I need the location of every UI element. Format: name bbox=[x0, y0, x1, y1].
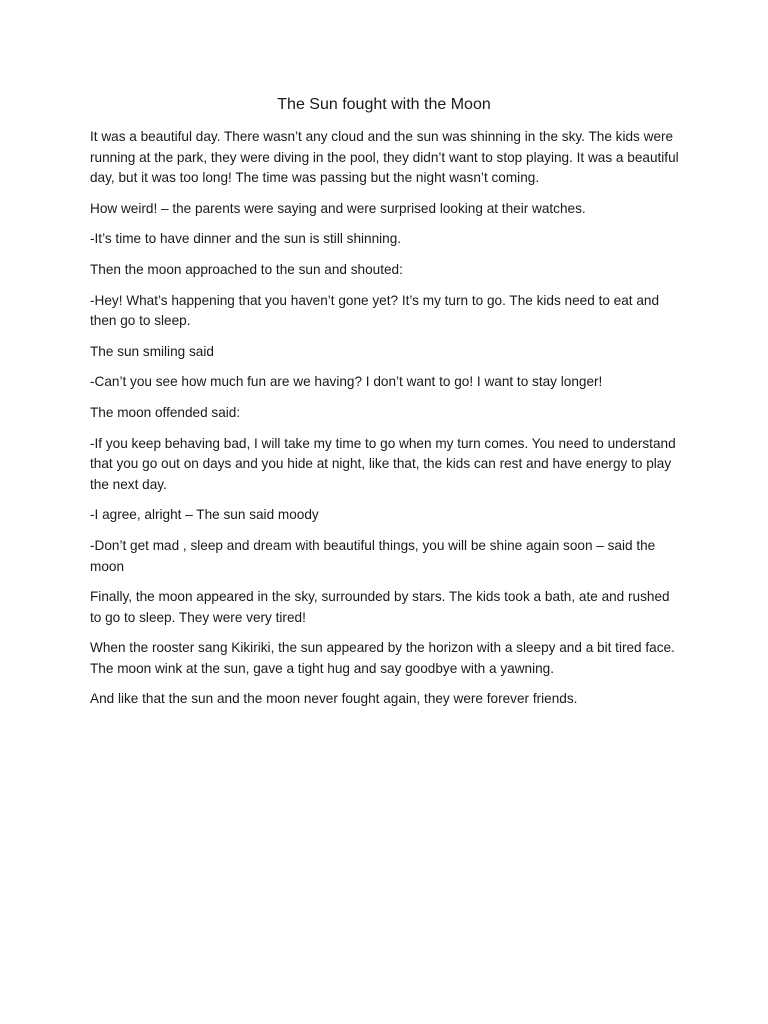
document-body bbox=[90, 127, 680, 720]
paragraph: -It’s time to have dinner and the sun is still shinning. bbox=[90, 231, 402, 247]
paragraph: And like that the sun and the moon never fought again, they were forever friends. bbox=[90, 691, 578, 707]
paragraph: The sun smiling said bbox=[90, 343, 214, 359]
paragraph: How weird! – the parents were saying and were surprised looking at their watches. bbox=[90, 200, 586, 216]
paragraph: The moon offended said: bbox=[90, 404, 241, 420]
paragraph: -I agree, alright – The sun said moody bbox=[90, 507, 319, 523]
paragraph: -If you keep behaving bad, I will take my time to go when my turn comes. You need to understand that you go out on days and you hide at night, like that, the kids can rest and have energy to play the next day. bbox=[90, 435, 676, 492]
paragraph: It was a beautiful day. There wasn’t any cloud and the sun was shinning in the sky. The kids were running at the park, they were diving in the pool, they didn’t want to stop playing. It was a beautiful day, but it was too long! The time was passing but the night wasn’t coming. bbox=[90, 129, 679, 186]
document-title: The Sun fought with the Moon bbox=[277, 96, 491, 113]
paragraph: -Can’t you see how much fun are we having? I don’t want to go! I want to stay longer! bbox=[90, 374, 603, 390]
paragraph: When the rooster sang Kikiriki, the sun appeared by the horizon with a sleepy and a bit tired face. The moon wink at the sun, gave a tight hug and say goodbye with a yawning. bbox=[90, 640, 675, 676]
paragraph: -Hey! What’s happening that you haven’t gone yet? It’s my turn to go. The kids need to eat and then go to sleep. bbox=[90, 292, 660, 329]
paragraph: Then the moon approached to the sun and shouted: bbox=[90, 261, 403, 277]
paragraph: Finally, the moon appeared in the sky, surrounded by stars. The kids took a bath, ate and rushed to go to sleep. They were very tired! bbox=[90, 589, 670, 625]
paragraph: -Don’t get mad , sleep and dream with beautiful things, you will be shine again soon – said the moon bbox=[90, 537, 656, 574]
